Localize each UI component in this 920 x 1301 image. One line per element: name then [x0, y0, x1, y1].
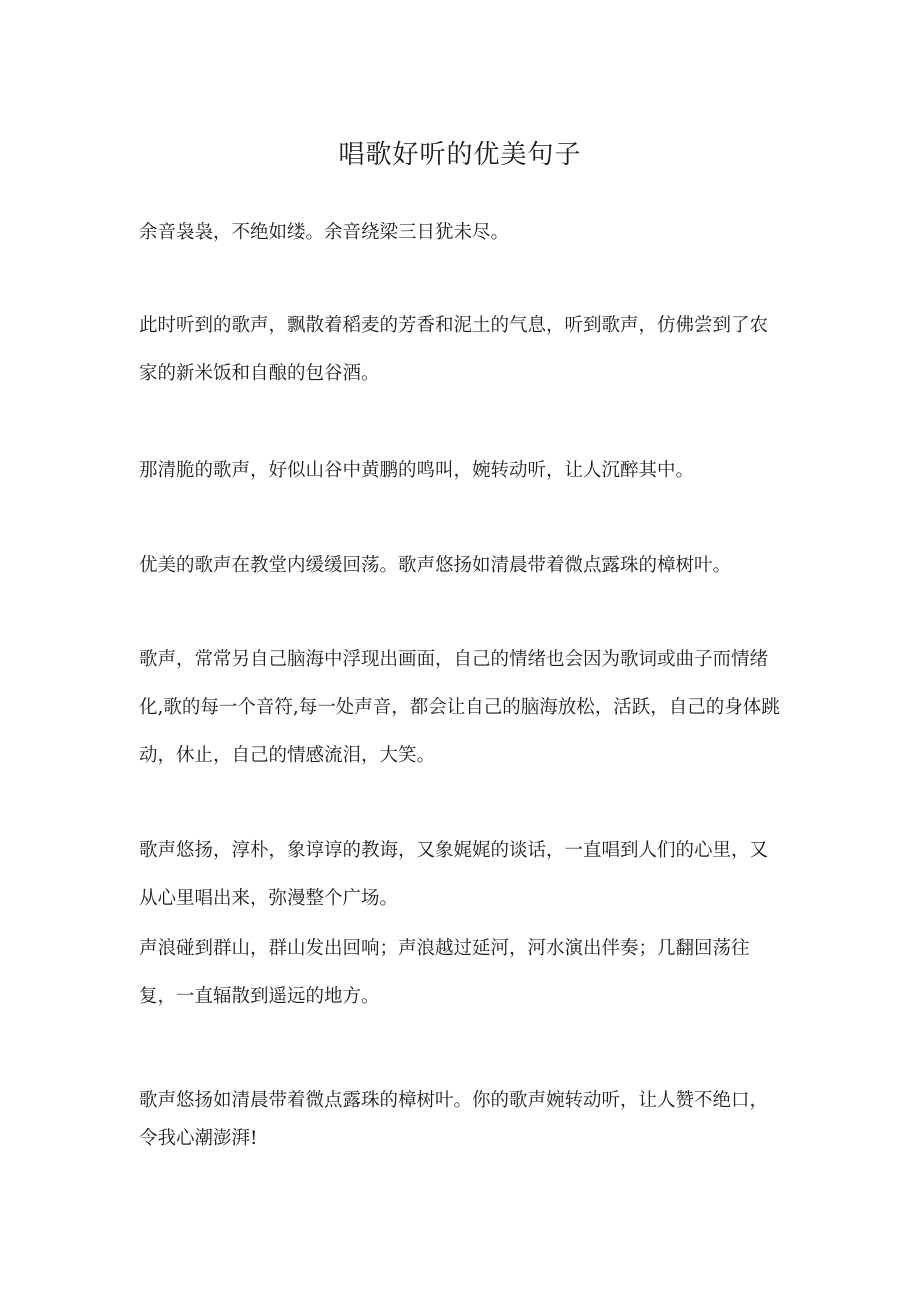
paragraph-4: 优美的歌声在教堂内缓缓回荡。歌声悠扬如清晨带着微点露珠的樟树叶。: [139, 555, 732, 576]
paragraph-3: 那清脆的歌声，好似山谷中黄鹏的鸣叫，婉转动听，让人沉醉其中。: [139, 460, 695, 481]
page-title: 唱歌好听的优美句子: [338, 140, 582, 171]
paragraph-7: 声浪碰到群山，群山发出回响；声浪越过延河，河水演出伴奏；几翻回荡往复，一直辐散到遥远的地方。: [139, 938, 750, 1007]
paragraph-6: 歌声悠扬，淳朴，象谆谆的教诲，又象娓娓的谈话，一直唱到人们的心里，又从心里唱出来，弥漫整个广场。: [139, 840, 769, 909]
paragraph-1: 余音袅袅，不绝如缕。余音绕梁三日犹未尽。: [139, 222, 510, 243]
paragraph-5: 歌声，常常另自己脑海中浮现出画面，自己的情绪也会因为歌词或曲子而情绪化,歌的每一个音符,每一处声音，都会让自己的脑海放松，活跃，自己的身体跳动，休止，自己的情感流泪，大笑。: [139, 649, 780, 766]
paragraph-2: 此时听到的歌声，飘散着稻麦的芳香和泥土的气息，听到歌声，仿佛尝到了农家的新米饭和自酿的包谷酒。: [139, 315, 769, 384]
paragraph-8: 歌声悠扬如清晨带着微点露珠的樟树叶。你的歌声婉转动听，让人赞不绝口，令我心潮澎湃!: [139, 1090, 769, 1149]
